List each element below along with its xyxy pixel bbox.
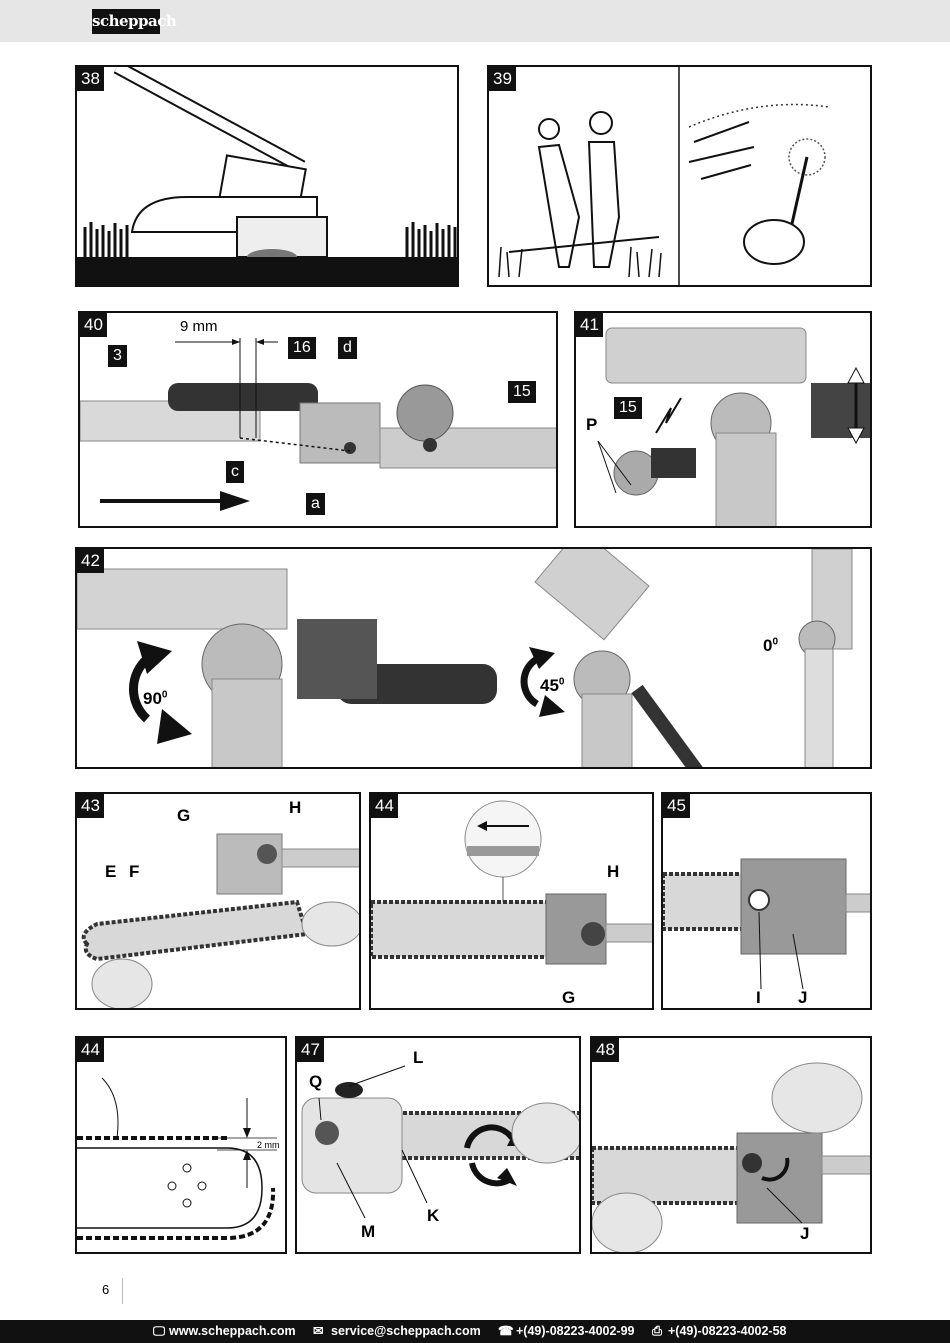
part-label-15: 15: [614, 397, 642, 419]
part-label-H: H: [607, 862, 620, 881]
figure-42: [75, 547, 872, 769]
figure-43: [75, 792, 361, 1010]
figure-number: 48: [592, 1038, 619, 1062]
angle-label-45: $45^0$: [540, 676, 565, 695]
part-label-E: E: [105, 862, 117, 881]
angle-label-0: $0^0$: [763, 636, 779, 655]
envelope-icon: ✉: [313, 1324, 324, 1338]
angle-label-90: $90^0$: [143, 689, 168, 708]
chain-tension-drawing: [77, 1038, 287, 1254]
part-label-16: 16: [288, 337, 316, 359]
figure-number: 38: [77, 67, 104, 91]
figure-number: 41: [576, 313, 603, 337]
part-label-a: a: [306, 493, 325, 515]
part-label-F: F: [129, 862, 140, 881]
part-label-L: L: [413, 1048, 424, 1067]
page-number-divider: [122, 1278, 123, 1304]
part-label-K: K: [427, 1206, 440, 1225]
gear-head-locking-photo: [576, 313, 872, 528]
part-label-Q: Q: [309, 1072, 323, 1091]
figure-39: [487, 65, 872, 287]
part-label-P: P: [586, 415, 598, 434]
sprocket-cover-tightening-photo: [592, 1038, 872, 1254]
part-label-J: J: [800, 1224, 810, 1243]
figure-number: 39: [489, 67, 516, 91]
trimmer-guard-illustration: [77, 67, 459, 287]
part-label-G: G: [177, 806, 191, 825]
chain-bar-mounting-photo: [77, 794, 361, 1010]
figure-47: [295, 1036, 581, 1254]
figure-number: 42: [77, 549, 104, 573]
dimension-label: 9 mm: [180, 318, 218, 335]
part-label-H: H: [289, 798, 302, 817]
figure-number: 44: [371, 794, 398, 818]
dimension-label: 2 mm: [257, 1140, 280, 1150]
footer-bar: [0, 1320, 950, 1343]
footer-phone: +(49)-08223-4002-99: [516, 1324, 635, 1338]
figure-number: 45: [663, 794, 690, 818]
figure-44-chain-direction: [369, 792, 654, 1010]
part-label-I: I: [756, 988, 761, 1007]
sprocket-cover-photo: [663, 794, 872, 1010]
operator-stance-illustration: [489, 67, 872, 287]
chain-direction-photo: [371, 794, 654, 1010]
part-label-J: J: [798, 988, 808, 1007]
figure-38: [75, 65, 459, 287]
part-label-M: M: [361, 1222, 376, 1241]
monitor-icon: 🖵: [153, 1324, 166, 1338]
brand-logo: scheppach: [92, 9, 160, 34]
figure-40: [78, 311, 558, 528]
fax-icon: ⎙: [652, 1324, 663, 1338]
footer-email-link[interactable]: service@scheppach.com: [331, 1324, 481, 1338]
figure-45: [661, 792, 872, 1010]
footer-fax: +(49)-08223-4002-58: [668, 1324, 787, 1338]
figure-number: 44: [77, 1038, 104, 1062]
figure-number: 43: [77, 794, 104, 818]
footer-website-link[interactable]: www.scheppach.com: [169, 1324, 296, 1338]
figure-44-chain-tension: [75, 1036, 287, 1254]
part-label-15: 15: [508, 381, 536, 403]
page-number: 6: [102, 1282, 110, 1297]
telephone-icon: ☎: [498, 1324, 514, 1338]
figure-41: [574, 311, 872, 528]
figure-number: 40: [80, 313, 107, 337]
part-label-G: G: [562, 988, 576, 1007]
figure-48: [590, 1036, 872, 1254]
figure-number: 47: [297, 1038, 324, 1062]
part-label-c: c: [226, 461, 244, 483]
part-label-d: d: [338, 337, 357, 359]
angle-adjustment-photo: [77, 549, 872, 769]
part-label-3: 3: [108, 345, 127, 367]
